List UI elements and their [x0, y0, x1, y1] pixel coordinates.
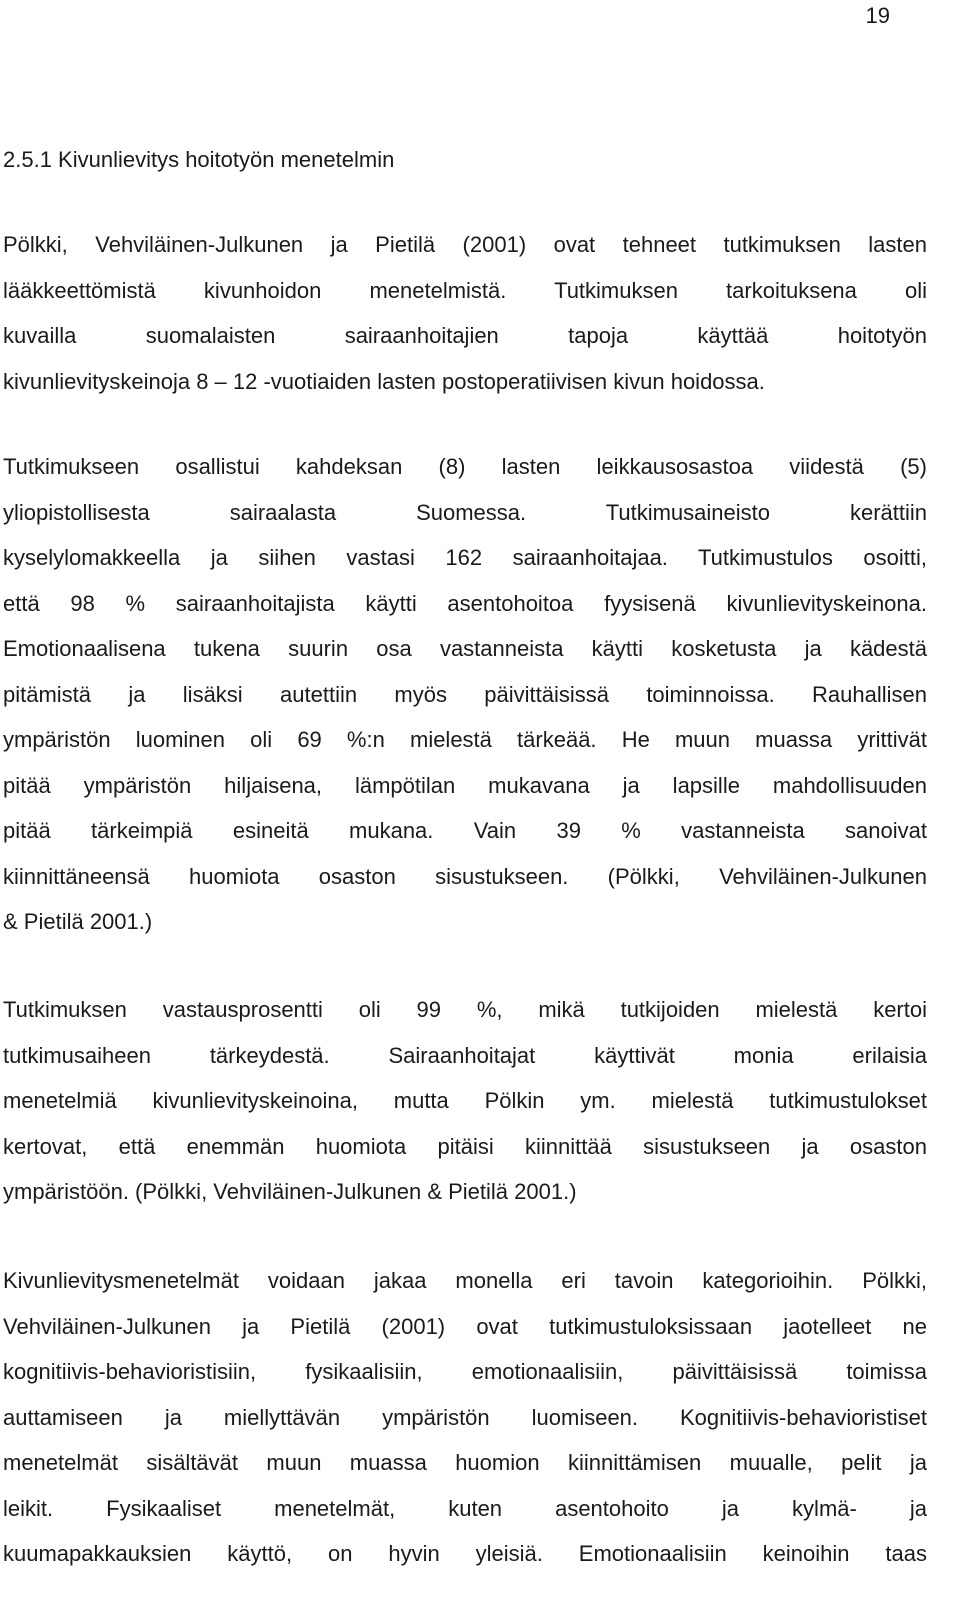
paragraph-4	[3, 1258, 927, 1577]
section-heading: 2.5.1 Kivunlievitys hoitotyön menetelmin	[3, 147, 395, 172]
paragraph-line: ympäristön luominen oli 69 %:n mielestä tärkeää. He muun muassa yrittivät	[3, 727, 927, 752]
paragraph-line: menetelmät sisältävät muun muassa huomion kiinnittämisen muualle, pelit ja	[3, 1450, 927, 1475]
paragraph-line: kertovat, että enemmän huomiota pitäisi kiinnittää sisustukseen ja osaston	[3, 1133, 927, 1159]
paragraph-line: kognitiivis-behavioristisiin, fysikaalisiin, emotionaalisiin, päivittäisissä toimissa	[3, 1359, 927, 1384]
paragraph-line: pitää ympäristön hiljaisena, lämpötilan mukavana ja lapsille mahdollisuuden	[3, 772, 927, 798]
paragraph-line: kuumapakkauksien käyttö, on hyvin yleisiä. Emotionaalisiin keinoihin taas	[3, 1541, 927, 1566]
paragraph-line: Vehviläinen-Julkunen ja Pietilä (2001) ovat tutkimustuloksissaan jaotelleet ne	[3, 1313, 927, 1339]
paragraph-line: kyselylomakkeella ja siihen vastasi 162 sairaanhoitajaa. Tutkimustulos osoitti,	[3, 545, 927, 570]
paragraph-line: Kivunlievitysmenetelmät voidaan jakaa monella eri tavoin kategorioihin. Pölkki,	[3, 1268, 927, 1293]
paragraph-line: pitää tärkeimpiä esineitä mukana. Vain 39 % vastanneista sanoivat	[3, 818, 927, 843]
paragraph-line: Pölkki, Vehviläinen-Julkunen ja Pietilä (2001) ovat tehneet tutkimuksen lasten	[3, 232, 927, 257]
paragraph-line: leikit. Fysikaaliset menetelmät, kuten asentohoito ja kylmä- ja	[3, 1495, 927, 1521]
paragraph-line: pitämistä ja lisäksi autettiin myös päivittäisissä toiminnoissa. Rauhallisen	[3, 681, 927, 707]
paragraph-line: kiinnittäneensä huomiota osaston sisustukseen. (Pölkki, Vehviläinen-Julkunen	[3, 863, 927, 889]
paragraph-line: Emotionaalisena tukena suurin osa vastanneista käytti kosketusta ja kädestä	[3, 636, 927, 661]
paragraph-line: tutkimusaiheen tärkeydestä. Sairaanhoitajat käyttivät monia erilaisia	[3, 1042, 927, 1068]
paragraph-line: menetelmiä kivunlievityskeinoina, mutta Pölkin ym. mielestä tutkimustulokset	[3, 1088, 927, 1113]
paragraph-line: & Pietilä 2001.)	[3, 909, 153, 934]
paragraph-line: auttamiseen ja miellyttävän ympäristön luomiseen. Kognitiivis-behavioristiset	[3, 1404, 927, 1430]
paragraph-2	[3, 444, 927, 945]
paragraph-line: Tutkimuksen vastausprosentti oli 99 %, mikä tutkijoiden mielestä kertoi	[3, 997, 927, 1022]
paragraph-line: kuvailla suomalaisten sairaanhoitajien tapoja käyttää hoitotyön	[3, 323, 927, 348]
paragraph-line: yliopistollisesta sairaalasta Suomessa. Tutkimusaineisto kerättiin	[3, 499, 927, 525]
paragraph-line: lääkkeettömistä kivunhoidon menetelmistä. Tutkimuksen tarkoituksena oli	[3, 277, 927, 303]
paragraph-line: kivunlievityskeinoja 8 – 12 -vuotiaiden lasten postoperatiivisen kivun hoidossa.	[3, 368, 765, 394]
paragraph-line: että 98 % sairaanhoitajista käytti asentohoitoa fyysisenä kivunlievityskeinona.	[3, 590, 927, 616]
paragraph-line: ympäristöön. (Pölkki, Vehviläinen-Julkunen & Pietilä 2001.)	[3, 1179, 577, 1204]
paragraph-1	[3, 222, 927, 404]
paragraph-line: Tutkimukseen osallistui kahdeksan (8) lasten leikkausosastoa viidestä (5)	[3, 454, 927, 479]
paragraph-3	[3, 987, 927, 1215]
page-number: 19	[865, 3, 890, 28]
